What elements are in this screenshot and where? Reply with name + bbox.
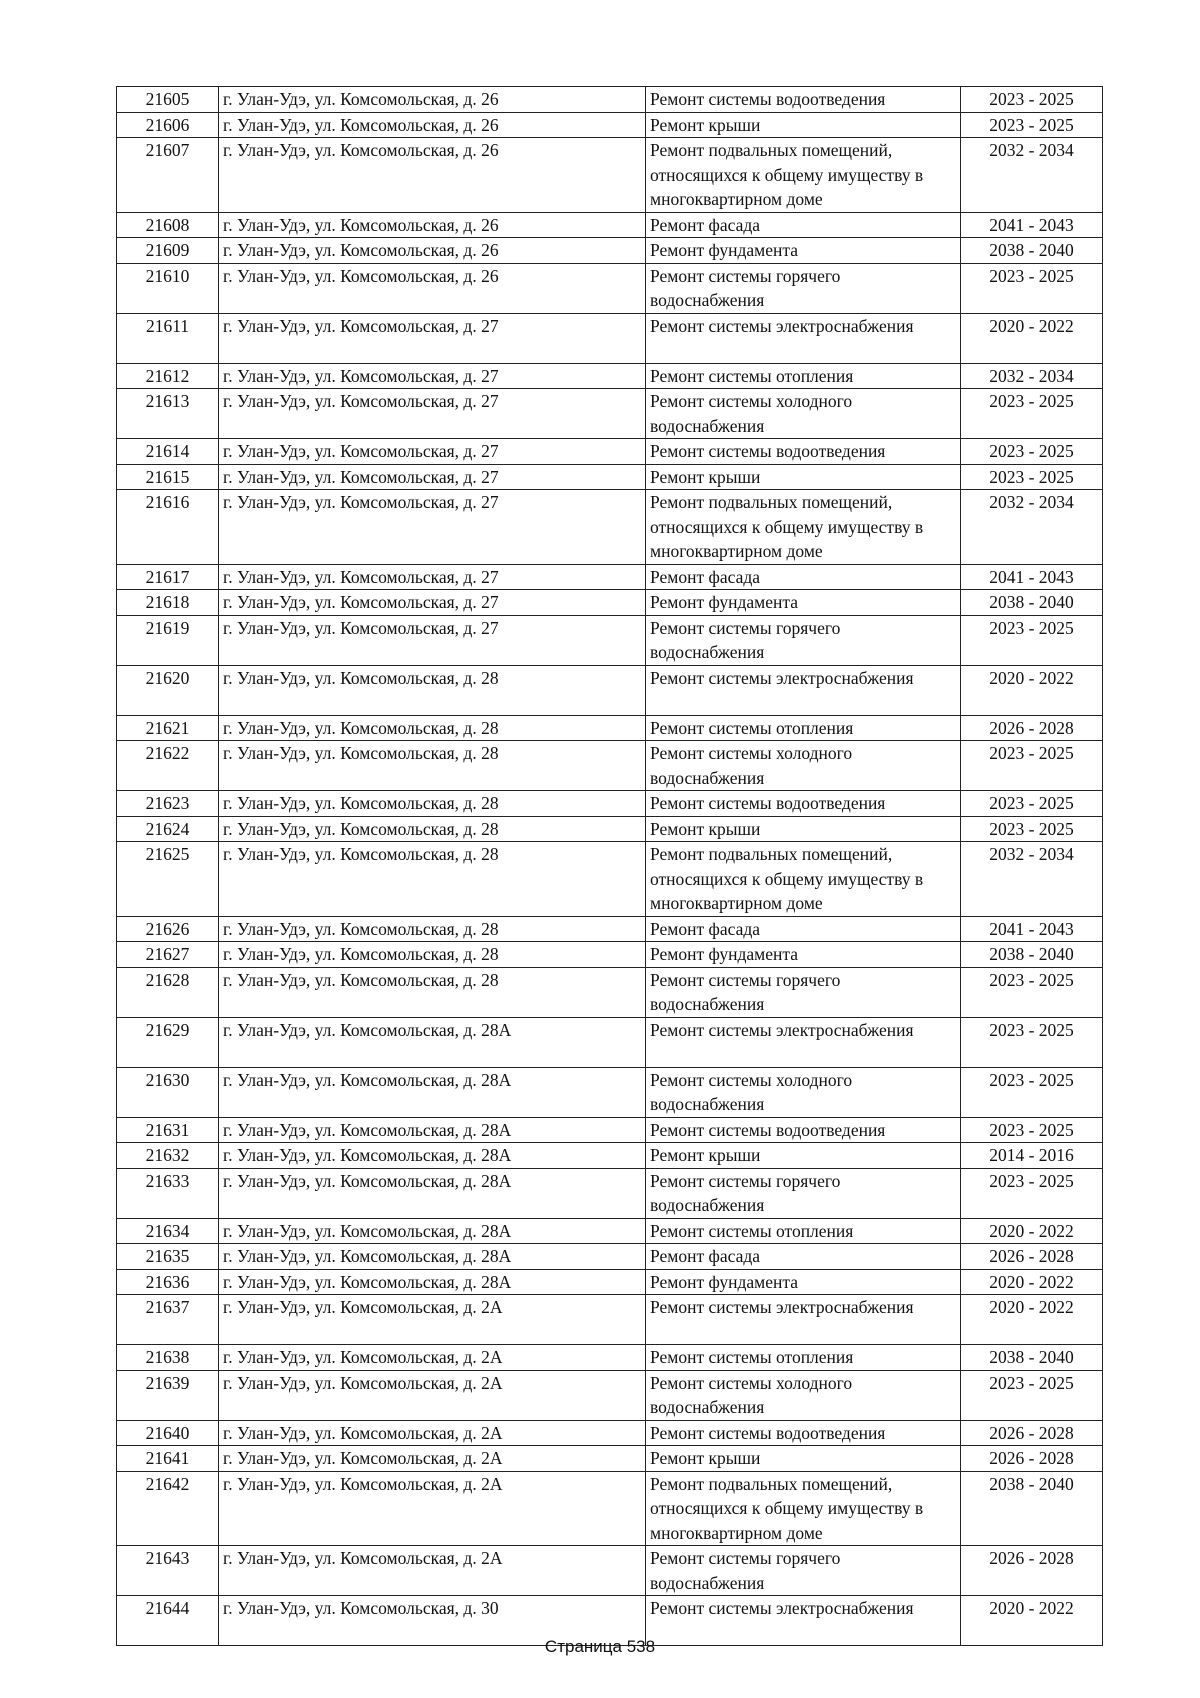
address-cell: г. Улан-Удэ, ул. Комсомольская, д. 28А	[219, 1244, 646, 1270]
work-type-cell: Ремонт системы водоотведения	[646, 1117, 961, 1143]
address-cell: г. Улан-Удэ, ул. Комсомольская, д. 28А	[219, 1218, 646, 1244]
address-cell: г. Улан-Удэ, ул. Комсомольская, д. 2А	[219, 1295, 646, 1345]
address-cell: г. Улан-Удэ, ул. Комсомольская, д. 28А	[219, 1117, 646, 1143]
repair-schedule-table	[116, 86, 1103, 1646]
table-row	[117, 439, 1103, 465]
period-cell: 2023 - 2025	[961, 112, 1103, 138]
row-number-cell: 21614	[117, 439, 219, 465]
work-type-cell: Ремонт подвальных помещений, относящихся к общему имуществу в многоквартирном доме	[646, 490, 961, 565]
table-row	[117, 1168, 1103, 1218]
period-cell: 2023 - 2025	[961, 1067, 1103, 1117]
table-row	[117, 590, 1103, 616]
work-type-cell: Ремонт системы горячего водоснабжения	[646, 967, 961, 1017]
period-cell: 2023 - 2025	[961, 816, 1103, 842]
row-number-cell: 21617	[117, 564, 219, 590]
work-type-cell: Ремонт системы холодного водоснабжения	[646, 389, 961, 439]
work-type-cell: Ремонт фасада	[646, 916, 961, 942]
period-cell: 2038 - 2040	[961, 1345, 1103, 1371]
period-cell: 2020 - 2022	[961, 1218, 1103, 1244]
table-row	[117, 1370, 1103, 1420]
period-cell: 2032 - 2034	[961, 363, 1103, 389]
address-cell: г. Улан-Удэ, ул. Комсомольская, д. 27	[219, 439, 646, 465]
row-number-cell: 21632	[117, 1143, 219, 1169]
address-cell: г. Улан-Удэ, ул. Комсомольская, д. 30	[219, 1596, 646, 1646]
row-number-cell: 21615	[117, 464, 219, 490]
address-cell: г. Улан-Удэ, ул. Комсомольская, д. 28	[219, 665, 646, 715]
work-type-cell: Ремонт системы электроснабжения	[646, 1017, 961, 1067]
table-row	[117, 1471, 1103, 1546]
address-cell: г. Улан-Удэ, ул. Комсомольская, д. 2А	[219, 1546, 646, 1596]
period-cell: 2020 - 2022	[961, 313, 1103, 363]
work-type-cell: Ремонт крыши	[646, 1446, 961, 1472]
row-number-cell: 21620	[117, 665, 219, 715]
table-row	[117, 564, 1103, 590]
table-row	[117, 490, 1103, 565]
table-row	[117, 238, 1103, 264]
table-row	[117, 1345, 1103, 1371]
period-cell: 2032 - 2034	[961, 842, 1103, 917]
row-number-cell: 21621	[117, 715, 219, 741]
address-cell: г. Улан-Удэ, ул. Комсомольская, д. 2А	[219, 1345, 646, 1371]
period-cell: 2020 - 2022	[961, 665, 1103, 715]
period-cell: 2041 - 2043	[961, 564, 1103, 590]
row-number-cell: 21607	[117, 138, 219, 213]
work-type-cell: Ремонт фасада	[646, 212, 961, 238]
work-type-cell: Ремонт системы отопления	[646, 363, 961, 389]
table-row	[117, 791, 1103, 817]
table-row	[117, 313, 1103, 363]
table-row	[117, 1546, 1103, 1596]
table-row	[117, 363, 1103, 389]
table-row	[117, 1420, 1103, 1446]
address-cell: г. Улан-Удэ, ул. Комсомольская, д. 27	[219, 313, 646, 363]
row-number-cell: 21641	[117, 1446, 219, 1472]
period-cell: 2023 - 2025	[961, 389, 1103, 439]
row-number-cell: 21618	[117, 590, 219, 616]
row-number-cell: 21612	[117, 363, 219, 389]
row-number-cell: 21638	[117, 1345, 219, 1371]
table-row	[117, 212, 1103, 238]
address-cell: г. Улан-Удэ, ул. Комсомольская, д. 28А	[219, 1269, 646, 1295]
row-number-cell: 21616	[117, 490, 219, 565]
row-number-cell: 21633	[117, 1168, 219, 1218]
period-cell: 2023 - 2025	[961, 263, 1103, 313]
table-row	[117, 967, 1103, 1017]
work-type-cell: Ремонт системы горячего водоснабжения	[646, 1168, 961, 1218]
period-cell: 2038 - 2040	[961, 238, 1103, 264]
period-cell: 2020 - 2022	[961, 1269, 1103, 1295]
address-cell: г. Улан-Удэ, ул. Комсомольская, д. 27	[219, 464, 646, 490]
row-number-cell: 21629	[117, 1017, 219, 1067]
row-number-cell: 21609	[117, 238, 219, 264]
address-cell: г. Улан-Удэ, ул. Комсомольская, д. 27	[219, 615, 646, 665]
table-row	[117, 1244, 1103, 1270]
work-type-cell: Ремонт системы электроснабжения	[646, 313, 961, 363]
address-cell: г. Улан-Удэ, ул. Комсомольская, д. 28	[219, 916, 646, 942]
row-number-cell: 21608	[117, 212, 219, 238]
period-cell: 2020 - 2022	[961, 1596, 1103, 1646]
address-cell: г. Улан-Удэ, ул. Комсомольская, д. 26	[219, 112, 646, 138]
work-type-cell: Ремонт фасада	[646, 1244, 961, 1270]
address-cell: г. Улан-Удэ, ул. Комсомольская, д. 26	[219, 138, 646, 213]
row-number-cell: 21642	[117, 1471, 219, 1546]
work-type-cell: Ремонт системы водоотведения	[646, 439, 961, 465]
work-type-cell: Ремонт фундамента	[646, 942, 961, 968]
table-body	[117, 87, 1103, 1646]
row-number-cell: 21637	[117, 1295, 219, 1345]
table-row	[117, 1269, 1103, 1295]
table-row	[117, 1117, 1103, 1143]
period-cell: 2023 - 2025	[961, 1017, 1103, 1067]
row-number-cell: 21626	[117, 916, 219, 942]
table-row	[117, 615, 1103, 665]
row-number-cell: 21635	[117, 1244, 219, 1270]
address-cell: г. Улан-Удэ, ул. Комсомольская, д. 28	[219, 741, 646, 791]
work-type-cell: Ремонт системы водоотведения	[646, 87, 961, 113]
address-cell: г. Улан-Удэ, ул. Комсомольская, д. 26	[219, 87, 646, 113]
table-row	[117, 842, 1103, 917]
work-type-cell: Ремонт системы водоотведения	[646, 1420, 961, 1446]
address-cell: г. Улан-Удэ, ул. Комсомольская, д. 28А	[219, 1067, 646, 1117]
page-number: Страница 538	[544, 1637, 656, 1656]
period-cell: 2026 - 2028	[961, 1446, 1103, 1472]
table-row	[117, 263, 1103, 313]
row-number-cell: 21628	[117, 967, 219, 1017]
work-type-cell: Ремонт крыши	[646, 464, 961, 490]
period-cell: 2032 - 2034	[961, 138, 1103, 213]
period-cell: 2026 - 2028	[961, 1244, 1103, 1270]
period-cell: 2023 - 2025	[961, 967, 1103, 1017]
period-cell: 2026 - 2028	[961, 1420, 1103, 1446]
address-cell: г. Улан-Удэ, ул. Комсомольская, д. 27	[219, 564, 646, 590]
row-number-cell: 21630	[117, 1067, 219, 1117]
address-cell: г. Улан-Удэ, ул. Комсомольская, д. 2А	[219, 1420, 646, 1446]
address-cell: г. Улан-Удэ, ул. Комсомольская, д. 27	[219, 590, 646, 616]
address-cell: г. Улан-Удэ, ул. Комсомольская, д. 26	[219, 263, 646, 313]
period-cell: 2023 - 2025	[961, 439, 1103, 465]
period-cell: 2041 - 2043	[961, 212, 1103, 238]
period-cell: 2032 - 2034	[961, 490, 1103, 565]
period-cell: 2038 - 2040	[961, 942, 1103, 968]
table-row	[117, 741, 1103, 791]
row-number-cell: 21643	[117, 1546, 219, 1596]
address-cell: г. Улан-Удэ, ул. Комсомольская, д. 2А	[219, 1370, 646, 1420]
table-row	[117, 87, 1103, 113]
period-cell: 2038 - 2040	[961, 1471, 1103, 1546]
row-number-cell: 21631	[117, 1117, 219, 1143]
work-type-cell: Ремонт системы электроснабжения	[646, 1596, 961, 1646]
period-cell: 2023 - 2025	[961, 464, 1103, 490]
work-type-cell: Ремонт системы горячего водоснабжения	[646, 615, 961, 665]
row-number-cell: 21610	[117, 263, 219, 313]
table-row	[117, 112, 1103, 138]
address-cell: г. Улан-Удэ, ул. Комсомольская, д. 27	[219, 389, 646, 439]
address-cell: г. Улан-Удэ, ул. Комсомольская, д. 28	[219, 967, 646, 1017]
period-cell: 2023 - 2025	[961, 741, 1103, 791]
row-number-cell: 21611	[117, 313, 219, 363]
table-row	[117, 715, 1103, 741]
row-number-cell: 21639	[117, 1370, 219, 1420]
row-number-cell: 21625	[117, 842, 219, 917]
address-cell: г. Улан-Удэ, ул. Комсомольская, д. 27	[219, 363, 646, 389]
work-type-cell: Ремонт системы горячего водоснабжения	[646, 263, 961, 313]
row-number-cell: 21634	[117, 1218, 219, 1244]
row-number-cell: 21644	[117, 1596, 219, 1646]
address-cell: г. Улан-Удэ, ул. Комсомольская, д. 28А	[219, 1168, 646, 1218]
row-number-cell: 21622	[117, 741, 219, 791]
work-type-cell: Ремонт подвальных помещений, относящихся к общему имуществу в многоквартирном доме	[646, 138, 961, 213]
work-type-cell: Ремонт крыши	[646, 112, 961, 138]
row-number-cell: 21623	[117, 791, 219, 817]
row-number-cell: 21613	[117, 389, 219, 439]
row-number-cell: 21627	[117, 942, 219, 968]
address-cell: г. Улан-Удэ, ул. Комсомольская, д. 28А	[219, 1143, 646, 1169]
period-cell: 2023 - 2025	[961, 615, 1103, 665]
row-number-cell: 21636	[117, 1269, 219, 1295]
table-row	[117, 942, 1103, 968]
work-type-cell: Ремонт системы горячего водоснабжения	[646, 1546, 961, 1596]
table-row	[117, 916, 1103, 942]
table-row	[117, 1446, 1103, 1472]
table-row	[117, 665, 1103, 715]
table-row	[117, 1067, 1103, 1117]
period-cell: 2023 - 2025	[961, 1370, 1103, 1420]
period-cell: 2038 - 2040	[961, 590, 1103, 616]
work-type-cell: Ремонт подвальных помещений, относящихся к общему имуществу в многоквартирном доме	[646, 842, 961, 917]
work-type-cell: Ремонт крыши	[646, 1143, 961, 1169]
work-type-cell: Ремонт фундамента	[646, 590, 961, 616]
row-number-cell: 21619	[117, 615, 219, 665]
table-row	[117, 1295, 1103, 1345]
address-cell: г. Улан-Удэ, ул. Комсомольская, д. 27	[219, 490, 646, 565]
work-type-cell: Ремонт системы электроснабжения	[646, 665, 961, 715]
table-row	[117, 464, 1103, 490]
work-type-cell: Ремонт системы отопления	[646, 1345, 961, 1371]
row-number-cell: 21640	[117, 1420, 219, 1446]
period-cell: 2026 - 2028	[961, 715, 1103, 741]
period-cell: 2023 - 2025	[961, 791, 1103, 817]
work-type-cell: Ремонт фасада	[646, 564, 961, 590]
row-number-cell: 21606	[117, 112, 219, 138]
address-cell: г. Улан-Удэ, ул. Комсомольская, д. 26	[219, 238, 646, 264]
address-cell: г. Улан-Удэ, ул. Комсомольская, д. 28	[219, 842, 646, 917]
address-cell: г. Улан-Удэ, ул. Комсомольская, д. 2А	[219, 1471, 646, 1546]
work-type-cell: Ремонт системы отопления	[646, 715, 961, 741]
address-cell: г. Улан-Удэ, ул. Комсомольская, д. 28	[219, 715, 646, 741]
period-cell: 2023 - 2025	[961, 87, 1103, 113]
work-type-cell: Ремонт подвальных помещений, относящихся к общему имуществу в многоквартирном доме	[646, 1471, 961, 1546]
period-cell: 2023 - 2025	[961, 1168, 1103, 1218]
work-type-cell: Ремонт системы холодного водоснабжения	[646, 1067, 961, 1117]
address-cell: г. Улан-Удэ, ул. Комсомольская, д. 28	[219, 942, 646, 968]
table-row	[117, 816, 1103, 842]
period-cell: 2014 - 2016	[961, 1143, 1103, 1169]
period-cell: 2041 - 2043	[961, 916, 1103, 942]
work-type-cell: Ремонт фундамента	[646, 238, 961, 264]
address-cell: г. Улан-Удэ, ул. Комсомольская, д. 2А	[219, 1446, 646, 1472]
table-row	[117, 1143, 1103, 1169]
period-cell: 2020 - 2022	[961, 1295, 1103, 1345]
address-cell: г. Улан-Удэ, ул. Комсомольская, д. 28А	[219, 1017, 646, 1067]
row-number-cell: 21624	[117, 816, 219, 842]
address-cell: г. Улан-Удэ, ул. Комсомольская, д. 26	[219, 212, 646, 238]
period-cell: 2023 - 2025	[961, 1117, 1103, 1143]
work-type-cell: Ремонт фундамента	[646, 1269, 961, 1295]
address-cell: г. Улан-Удэ, ул. Комсомольская, д. 28	[219, 816, 646, 842]
work-type-cell: Ремонт системы электроснабжения	[646, 1295, 961, 1345]
table-row	[117, 1017, 1103, 1067]
table-row	[117, 138, 1103, 213]
row-number-cell: 21605	[117, 87, 219, 113]
work-type-cell: Ремонт системы отопления	[646, 1218, 961, 1244]
work-type-cell: Ремонт системы холодного водоснабжения	[646, 741, 961, 791]
period-cell: 2026 - 2028	[961, 1546, 1103, 1596]
work-type-cell: Ремонт системы водоотведения	[646, 791, 961, 817]
work-type-cell: Ремонт крыши	[646, 816, 961, 842]
table-row	[117, 1218, 1103, 1244]
work-type-cell: Ремонт системы холодного водоснабжения	[646, 1370, 961, 1420]
address-cell: г. Улан-Удэ, ул. Комсомольская, д. 28	[219, 791, 646, 817]
table-row	[117, 389, 1103, 439]
